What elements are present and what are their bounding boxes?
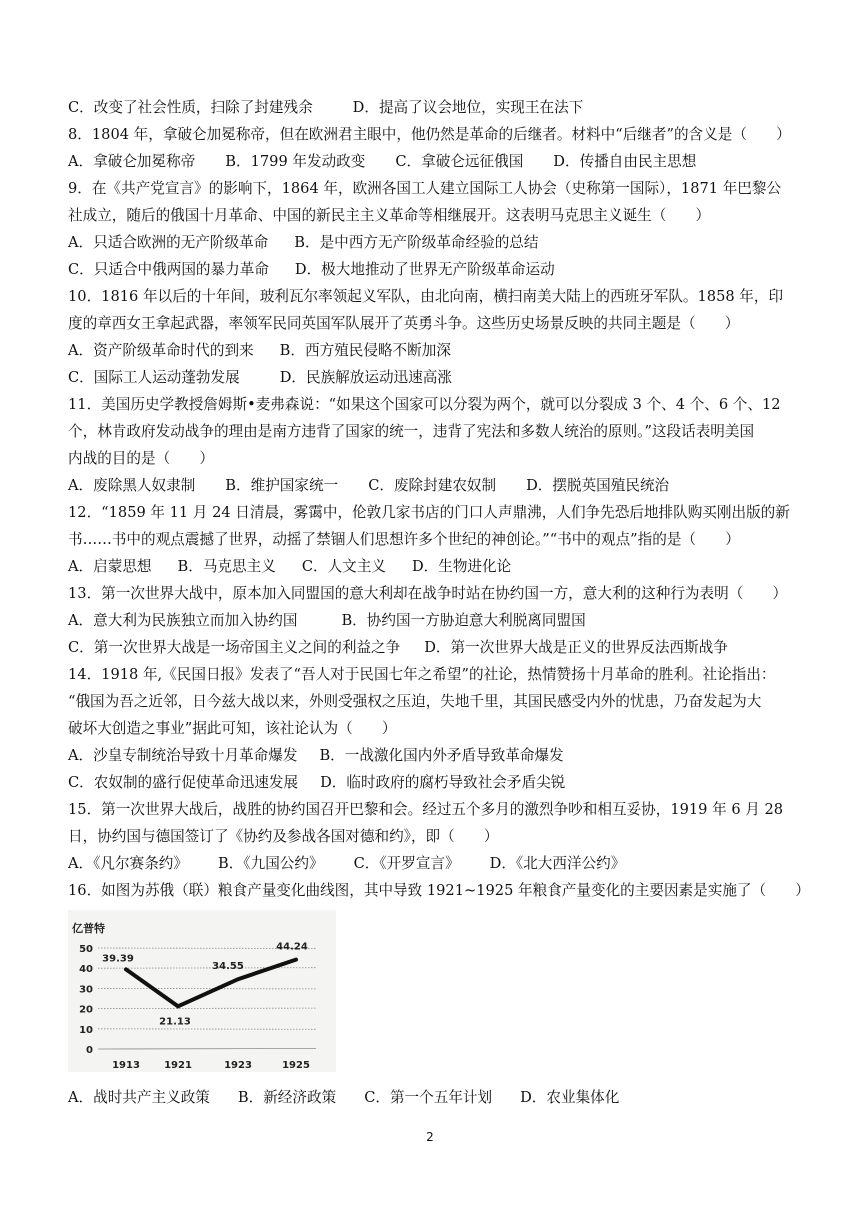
q7-opt-cd-line: [68, 98, 798, 118]
x-tick-1921: 1921: [164, 1060, 192, 1071]
option-a: A．只适合欧洲的无产阶级革命: [68, 234, 269, 251]
page-number: 2: [426, 1130, 434, 1144]
q14-stem-1-line: 14．1918 年,《民国日报》发表了“吾人对于民国七年之希望”的社论，热情赞扬十月革命的胜利。社论指出：: [68, 666, 776, 683]
q16-opts-line: [68, 1088, 798, 1108]
option-a: A．《凡尔赛条约》: [68, 855, 188, 872]
q12-stem-1-line: 12．“1859 年 11 月 24 日清晨，雾霭中，伦敦几家书店的门口人声鼎沸，人们争先恐后地排队购买刚出版的新: [68, 504, 790, 521]
gridline-10: [98, 1029, 316, 1030]
x-tick-1925: 1925: [282, 1060, 310, 1071]
option-d: D．传播自由民主思想: [553, 153, 697, 170]
option-a: A．启蒙思想: [68, 558, 152, 575]
q13-opt-ab-line: [68, 611, 798, 631]
y-tick-40: 40: [79, 964, 93, 976]
q11-stem-3-line: 内战的目的是（ ）: [68, 450, 214, 467]
option-d: D．极大地推动了世界无产阶级革命运动: [294, 261, 555, 278]
q8-stem-line: 8．1804 年，拿破仑加冕称帝，但在欧洲君主眼中，他仍然是革命的后继者。材料中“后继者”的含义是（ ）: [68, 126, 791, 143]
q10-stem-1-line: 10．1816 年以后的十年间，玻利瓦尔率领起义军队，由北向南，横扫南美大陆上的西班牙军队。1858 年，印: [68, 288, 784, 305]
q13-opt-cd-line: [68, 638, 798, 658]
option-c: C．改变了社会性质，扫除了封建残余: [68, 99, 313, 116]
option-b: B．马克思主义: [177, 558, 276, 575]
data-point-1923: [237, 978, 240, 981]
option-a: A．资产阶级革命时代的到来: [68, 342, 254, 359]
q14-opt-cd-line: [68, 773, 798, 793]
y-tick-10: 10: [79, 1024, 93, 1036]
option-a: A．战时共产主义政策: [68, 1089, 210, 1106]
option-b: B．西方殖民侵略不断加深: [279, 342, 451, 359]
option-b: B．维护国家统一: [225, 477, 339, 494]
data-point-1913: [125, 968, 128, 971]
x-tick-1923: 1923: [224, 1060, 252, 1071]
option-a: A．沙皇专制统治导致十月革命爆发: [68, 747, 298, 764]
option-c: C．人文主义: [301, 558, 386, 575]
chart-svg: [68, 910, 336, 1072]
option-d: D．临时政府的腐朽导致社会矛盾尖锐: [320, 774, 566, 791]
q11-opts-line: [68, 476, 798, 496]
gridline-30: [98, 988, 316, 989]
q15-opts-line: [68, 854, 798, 874]
data-label-1923: 34.55: [212, 961, 244, 973]
gridline-40: [98, 968, 316, 969]
q14-stem-3-line: 破坏大创造之事业”据此可知，该社论认为（ ）: [68, 720, 397, 737]
data-label-1921: 21.13: [159, 1016, 191, 1028]
option-d: D．《北大西洋公约》: [489, 855, 626, 872]
q11-stem-2-line: 个，林肯政府发动战争的理由是南方违背了国家的统一，违背了宪法和多数人统治的原则。”这段话表明美国: [68, 423, 755, 440]
option-d: D．民族解放运动迅速高涨: [279, 369, 452, 386]
q9-stem-1-line: 9．在《共产党宣言》的影响下，1864 年，欧洲各国工人建立国际工人协会（史称第一国际），1871 年巴黎公: [68, 180, 782, 197]
x-tick-1913: 1913: [112, 1060, 140, 1071]
option-c: C．只适合中俄两国的暴力革命: [68, 261, 269, 278]
q16-stem-line: 16．如图为苏俄（联）粮食产量变化曲线图，其中导致 1921~1925 年粮食产量变化的主要因素是实施了（ ）: [68, 882, 810, 899]
y-tick-50: 50: [79, 944, 93, 955]
option-d: D．第一次世界大战是正义的世界反法西斯战争: [424, 639, 728, 656]
q8-opts-line: [68, 152, 798, 172]
q9-opt-cd-line: [68, 260, 798, 280]
q15-stem-1-line: 15．第一次世界大战后，战胜的协约国召开巴黎和会。经过五个多月的激烈争吵和相互妥协，1919 年 6 月 28: [68, 801, 784, 818]
option-d: D．摆脱英国殖民统治: [526, 477, 670, 494]
q11-stem-1-line: 11．美国历史学教授詹姆斯•麦弗森说：“如果这个国家可以分裂为两个，就可以分裂成 3 个、4 个、6 个、12: [68, 396, 781, 413]
q15-stem-2-line: 日，协约国与德国签订了《协约及参战各国对德和约》，即（ ）: [68, 828, 499, 845]
option-b: B．《九国公约》: [218, 855, 324, 872]
option-b: B．是中西方无产阶级革命经验的总结: [294, 234, 539, 251]
data-label-1925: 44.24: [276, 941, 308, 953]
data-point-1921: [177, 1005, 180, 1008]
option-b: B．新经济政策: [237, 1089, 337, 1106]
option-b: B．一战激化国内外矛盾导致革命爆发: [319, 747, 564, 764]
q10-opt-cd-line: [68, 368, 798, 388]
option-b: B．1799 年发动政变: [225, 153, 366, 170]
data-label-1913: 39.39: [102, 953, 134, 965]
option-a: A．废除黑人奴隶制: [68, 477, 196, 494]
series-line: [126, 960, 296, 1007]
q14-stem-2-line: “俄国为吾之近邻，日今兹大战以来，外则受强权之压迫，失地千里，其国民感受内外的忧患，乃奋发起为大: [68, 693, 762, 710]
option-c: C．国际工人运动蓬勃发展: [68, 369, 240, 386]
option-d: D．提高了议会地位，实现王在法下: [352, 99, 584, 116]
option-c: C．废除封建农奴制: [368, 477, 497, 494]
gridline-0: [98, 1049, 316, 1050]
gridline-20: [98, 1008, 316, 1009]
option-d: D．农业集体化: [520, 1089, 620, 1106]
option-c: C．拿破仑远征俄国: [395, 153, 524, 170]
q14-opt-ab-line: [68, 746, 798, 766]
y-axis-unit-label: 亿普特: [72, 922, 105, 935]
q12-stem-2-line: 书……书中的观点震撼了世界，动摇了禁锢人们思想许多个世纪的神创论。”“书中的观点”指的是（ ）: [68, 531, 740, 548]
option-c: C．《开罗宣言》: [353, 855, 460, 872]
q9-opt-ab-line: [68, 233, 798, 253]
option-a: A．拿破仑加冕称帝: [68, 153, 196, 170]
q12-opts-line: [68, 557, 798, 577]
option-c: C．第一次世界大战是一场帝国主义之间的利益之争: [68, 639, 401, 656]
y-tick-0: 0: [86, 1045, 93, 1056]
option-b: B．协约国一方胁迫意大利脱离同盟国: [341, 612, 586, 629]
data-point-1925: [295, 958, 298, 961]
option-c: C．农奴制的盛行促使革命迅速发展: [68, 774, 299, 791]
q9-stem-2-line: 社成立，随后的俄国十月革命、中国的新民主主义革命等相继展开。这表明马克思主义诞生（ ）: [68, 207, 711, 224]
grain-output-chart: [68, 910, 336, 1072]
q13-stem-line: 13．第一次世界大战中，原本加入同盟国的意大利却在战争时站在协约国一方，意大利的这种行为表明（ ）: [68, 585, 788, 602]
option-c: C．第一个五年计划: [364, 1089, 493, 1106]
y-tick-30: 30: [79, 984, 93, 996]
y-tick-20: 20: [79, 1004, 93, 1016]
q10-stem-2-line: 度的章西女王拿起武器，率领军民同英国军队展开了英勇斗争。这些历史场景反映的共同主题是（ ）: [68, 315, 740, 332]
option-d: D．生物进化论: [411, 558, 512, 575]
option-a: A．意大利为民族独立而加入协约国: [68, 612, 298, 629]
q10-opt-ab-line: [68, 341, 798, 361]
